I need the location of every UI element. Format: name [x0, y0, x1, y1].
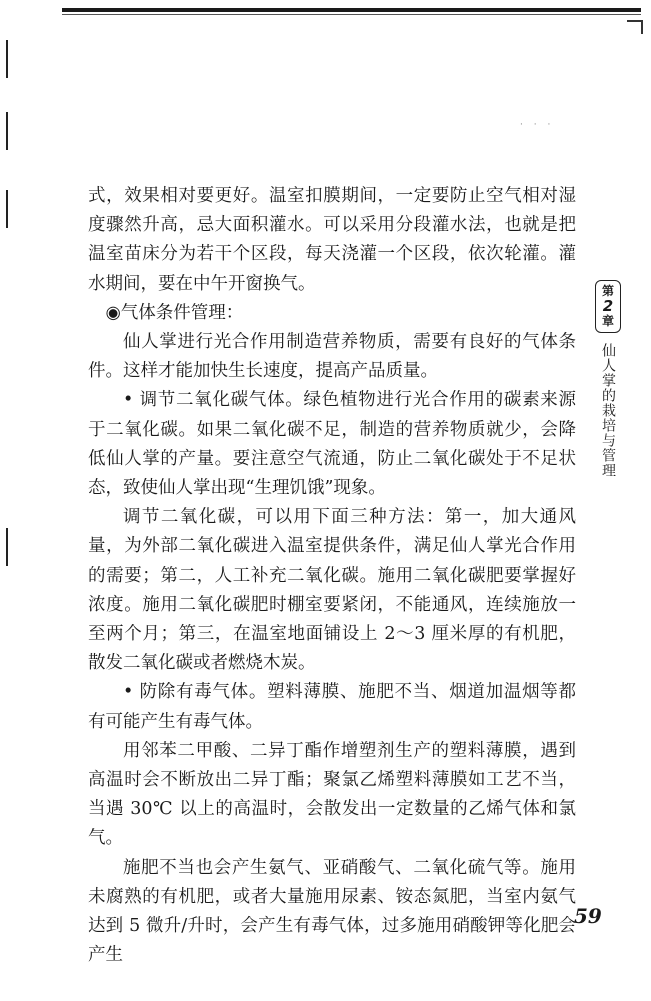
- top-rule: [62, 8, 641, 12]
- chapter-title: 仙人掌的栽培与管理: [600, 343, 616, 478]
- margin-mark: [6, 190, 8, 228]
- paragraph-fertilizer: 施肥不当也会产生氨气、亚硝酸气、二氧化硫气等。施用未腐熟的有机肥，或者大量施用尿素、铵态氮肥，当室内氨气达到 5 微升/升时，会产生有毒气体，过多施用硝酸钾等化肥会产生: [88, 857, 576, 966]
- paragraph-2: 仙人掌进行光合作用制造营养物质，需要有良好的气体条件。这样才能加快生长速度，提高产品质量。: [88, 332, 576, 382]
- chapter-tab: [593, 280, 623, 478]
- chapter-label-pre: 第: [601, 284, 614, 298]
- chapter-label-post: 章: [601, 314, 614, 328]
- paragraph-co2-heading: • 调节二氧化碳气体。绿色植物进行光合作用的碳素来源于二氧化碳。如果二氧化碳不足，制造的营养物质就少，会降低仙人掌的产量。要注意空气流通，防止二氧化碳处于不足状态，致使仙人掌出现“生理饥饿”现象。: [88, 390, 576, 499]
- chapter-badge: [595, 280, 621, 333]
- paragraph-plastic-film: 用邻苯二甲酸、二异丁酯作增塑剂生产的塑料薄膜，遇到高温时会不断放出二异丁酯；聚氯乙烯塑料薄膜如工艺不当，当遇 30℃ 以上的高温时，会散发出一定数量的乙烯气体和氯气。: [88, 740, 576, 849]
- running-head: · · ·: [520, 120, 555, 130]
- margin-mark: [6, 528, 8, 566]
- chapter-number: 2: [602, 297, 614, 315]
- paragraph-toxic-heading: • 防除有毒气体。塑料薄膜、施肥不当、烟道加温烟等都有可能产生有毒气体。: [88, 682, 576, 732]
- body-text: [88, 182, 576, 970]
- page-number: 59: [574, 904, 602, 928]
- top-rule-thin: [62, 14, 641, 15]
- paragraph-1: 式，效果相对要更好。温室扣膜期间，一定要防止空气相对湿度骤然升高，忌大面积灌水。可以采用分段灌水法，也就是把温室苗床分为若干个区段，每天浇灌一个区段，依次轮灌。灌水期间，要在中午开窗换气。: [88, 186, 576, 294]
- section-heading-gas: ◉气体条件管理：: [105, 302, 244, 323]
- paragraph-co2-methods: 调节二氧化碳，可以用下面三种方法：第一，加大通风量，为外部二氧化碳进入温室提供条件，满足仙人掌光合作用的需要；第二，人工补充二氧化碳。施用二氧化碳肥要掌握好浓度。施用二氧化碳肥时棚室要紧闭，不能通风，连续施放一至两个月；第三，在温室地面铺设上 2～3 厘米厚的有机肥，散发二氧化碳或者燃烧木炭。: [88, 507, 576, 674]
- corner-mark: [627, 20, 643, 34]
- margin-mark: [6, 112, 8, 150]
- margin-mark: [6, 40, 8, 78]
